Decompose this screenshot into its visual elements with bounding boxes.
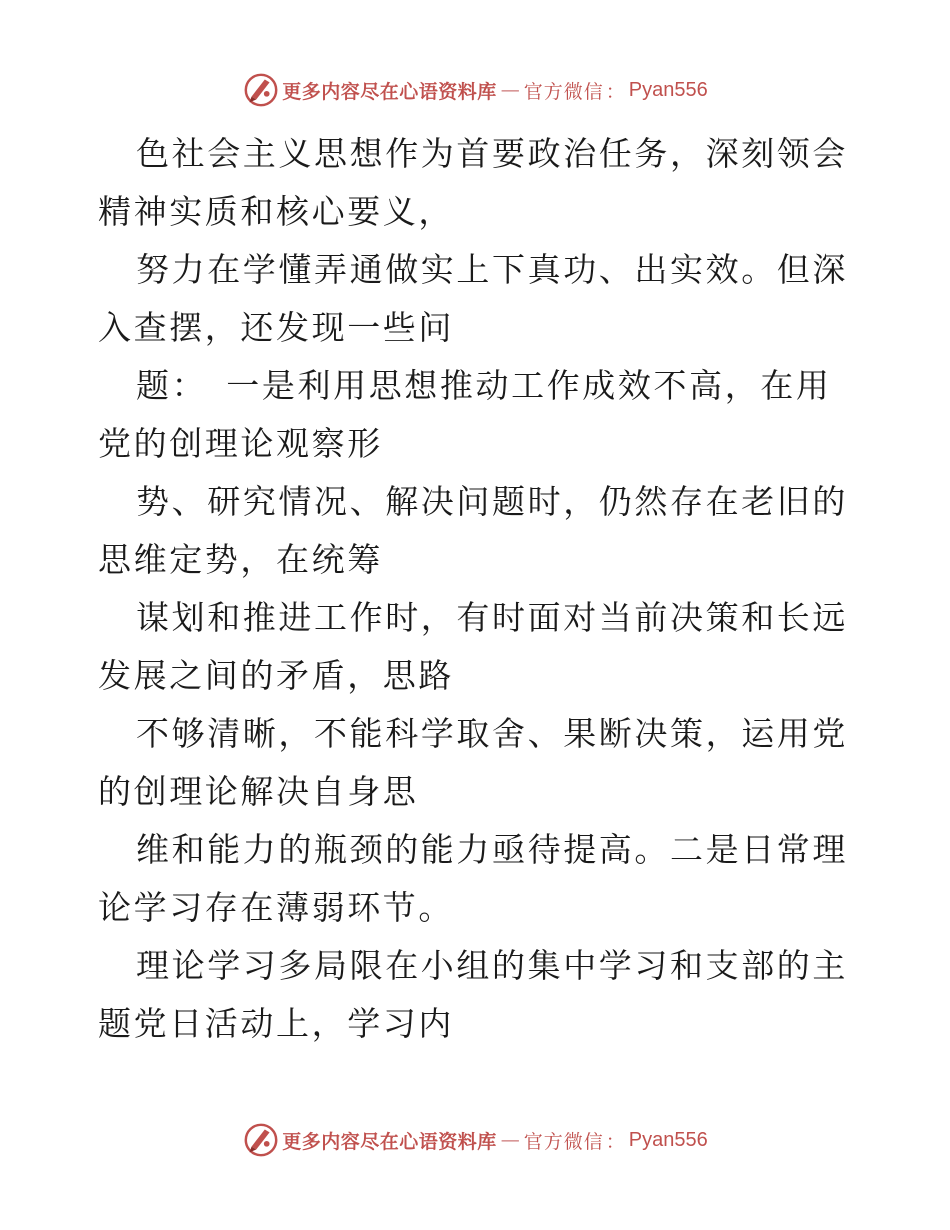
wechat-label: 官方微信 — [523, 80, 604, 103]
label-separator: ： — [605, 1130, 625, 1153]
header-watermark — [0, 70, 950, 110]
wechat-handle: Pyan556 — [628, 1128, 708, 1151]
paragraph: 不够清晰，不能科学取舍、果断决策，运用党的创理论解决自身思 — [98, 714, 848, 811]
paragraph: 题： 一是利用思想推动工作成效不高，在用党的创理论观察形 — [98, 366, 832, 463]
paragraph: 色社会主义思想作为首要政治任务，深刻领会精神实质和核心要义， — [98, 134, 848, 231]
brand-text: 更多内容尽在心语资料库 — [282, 80, 497, 103]
document-body — [98, 125, 858, 1053]
logo-icon — [242, 1121, 280, 1159]
brand-dash: — — [500, 1129, 518, 1151]
paragraph: 谋划和推进工作时，有时面对当前决策和长远发展之间的矛盾，思路 — [98, 598, 848, 695]
logo-icon — [242, 71, 280, 109]
brand-text: 更多内容尽在心语资料库 — [282, 1130, 497, 1153]
paragraph: 努力在学懂弄通做实上下真功、出实效。但深入查摆，还发现一些问 — [98, 250, 848, 347]
footer-watermark — [0, 1120, 950, 1160]
paragraph: 维和能力的瓶颈的能力亟待提高。二是日常理论学习存在薄弱环节。 — [98, 830, 848, 927]
paragraph: 势、研究情况、解决问题时，仍然存在老旧的思维定势，在统筹 — [98, 482, 848, 579]
brand-dash: — — [500, 79, 518, 101]
paragraph: 理论学习多局限在小组的集中学习和支部的主题党日活动上，学习内 — [98, 946, 848, 1043]
label-separator: ： — [605, 80, 625, 103]
wechat-label: 官方微信 — [523, 1130, 604, 1153]
wechat-handle: Pyan556 — [628, 78, 708, 101]
